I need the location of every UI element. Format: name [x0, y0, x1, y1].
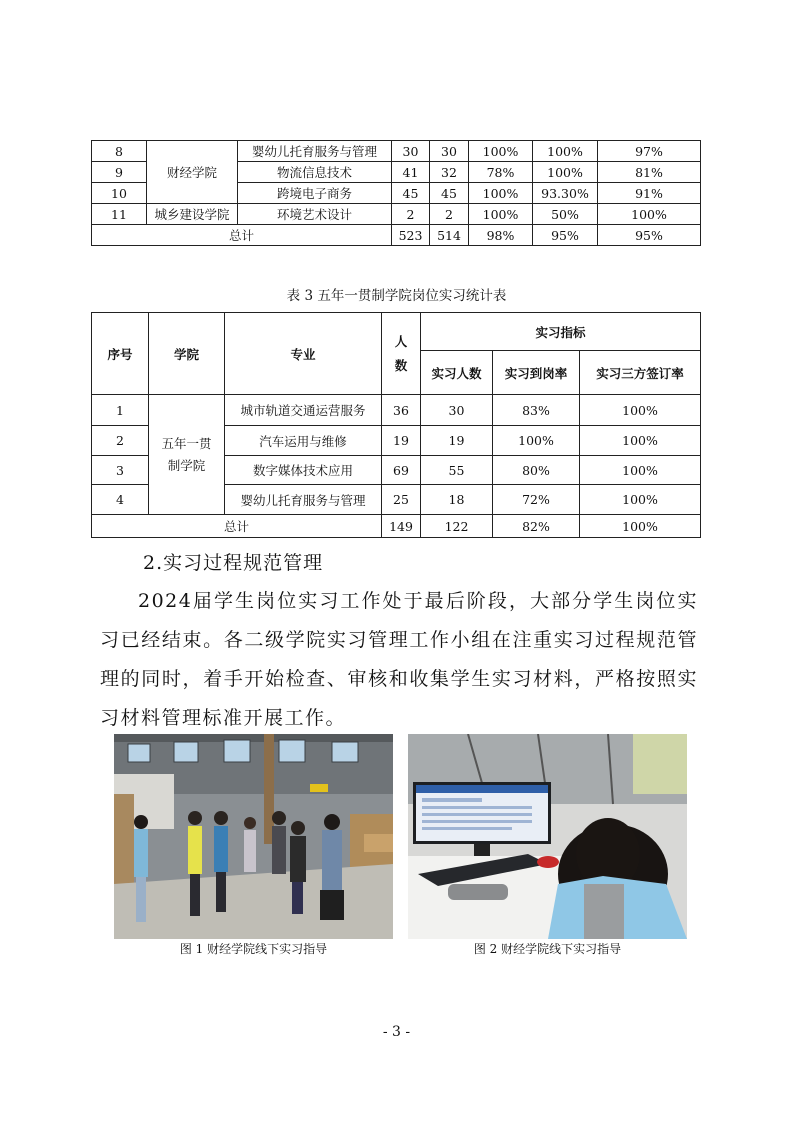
- cell-arrive: 82%: [493, 515, 580, 538]
- cell-major: 城市轨道交通运营服务: [225, 395, 382, 426]
- figure-2-caption: 图 2 财经学院线下实习指导: [473, 942, 622, 956]
- cell-no: 10: [92, 183, 147, 204]
- body-paragraph: 2024届学生岗位实习工作处于最后阶段，大部分学生岗位实习已经结束。各二级学院实习管理工作小组在注重实习过程规范管理的同时，着手开始检查、审核和收集学生实习材料，严格按照实习材料管理标准开展工作。: [100, 590, 698, 729]
- cell-no: 3: [92, 456, 149, 485]
- cell-major: 婴幼儿托育服务与管理: [225, 485, 382, 515]
- cell-no: 11: [92, 204, 147, 225]
- cell-num: 18: [421, 485, 493, 515]
- cell-major: 汽车运用与维修: [225, 426, 382, 456]
- cell-num: 122: [421, 515, 493, 538]
- table-row: [92, 204, 701, 225]
- table-row: [92, 141, 701, 162]
- header-group: 实习指标: [421, 313, 701, 351]
- header-college: 学院: [149, 313, 225, 395]
- cell-college: 财经学院: [147, 141, 238, 204]
- cell-arrive: 72%: [493, 485, 580, 515]
- cell-people: 36: [382, 395, 421, 426]
- cell-major: 环境艺术设计: [238, 204, 392, 225]
- cell-arrive: 80%: [493, 456, 580, 485]
- header-no: 序号: [92, 313, 149, 395]
- cell-college: 城乡建设学院: [147, 204, 238, 225]
- cell-people: 523: [392, 225, 430, 246]
- cell-people: 30: [392, 141, 430, 162]
- cell-sign: 95%: [533, 225, 598, 246]
- cell-arrive: 100%: [469, 204, 533, 225]
- cell-sign: 100%: [580, 456, 701, 485]
- cell-arrive: 83%: [493, 395, 580, 426]
- cell-last: 100%: [598, 204, 701, 225]
- cell-no: 8: [92, 141, 147, 162]
- cell-num: 30: [430, 141, 469, 162]
- cell-sign: 100%: [533, 141, 598, 162]
- five-year-table: [91, 312, 701, 538]
- cell-sign: 93.30%: [533, 183, 598, 204]
- cell-people: 19: [382, 426, 421, 456]
- cell-no: 4: [92, 485, 149, 515]
- photo-computer: [408, 734, 687, 939]
- cell-last: 81%: [598, 162, 701, 183]
- cell-sign: 100%: [533, 162, 598, 183]
- cell-college: 五年一贯制学院: [149, 395, 225, 515]
- cell-sign: 100%: [580, 485, 701, 515]
- header-sign: 实习三方签订率: [580, 351, 701, 395]
- cell-num: 32: [430, 162, 469, 183]
- table-total-row: [92, 225, 701, 246]
- cell-major: 物流信息技术: [238, 162, 392, 183]
- cell-last: 95%: [598, 225, 701, 246]
- cell-people: 41: [392, 162, 430, 183]
- table-header-row: [92, 313, 701, 351]
- cell-sign: 100%: [580, 426, 701, 456]
- cell-num: 514: [430, 225, 469, 246]
- page-number: - 3 -: [382, 1024, 411, 1040]
- cell-arrive: 100%: [493, 426, 580, 456]
- cell-no: 2: [92, 426, 149, 456]
- figure-1-caption: 图 1 财经学院线下实习指导: [179, 942, 328, 956]
- cell-last: 97%: [598, 141, 701, 162]
- cell-sign: 100%: [580, 515, 701, 538]
- table3-caption: 表 3 五年一贯制学院岗位实习统计表: [286, 288, 507, 304]
- header-num: 实习人数: [421, 351, 493, 395]
- cell-major: 数字媒体技术应用: [225, 456, 382, 485]
- photo-warehouse: [114, 734, 393, 939]
- cell-no: 1: [92, 395, 149, 426]
- cell-people: 25: [382, 485, 421, 515]
- cell-total-label: 总计: [92, 515, 382, 538]
- table-row: [92, 395, 701, 426]
- cell-people: 149: [382, 515, 421, 538]
- cell-major: 婴幼儿托育服务与管理: [238, 141, 392, 162]
- cell-num: 30: [421, 395, 493, 426]
- cell-sign: 50%: [533, 204, 598, 225]
- table-total-row: [92, 515, 701, 538]
- cell-arrive: 98%: [469, 225, 533, 246]
- cell-arrive: 100%: [469, 141, 533, 162]
- cell-num: 55: [421, 456, 493, 485]
- finance-table: [91, 140, 701, 246]
- cell-no: 9: [92, 162, 147, 183]
- cell-num: 19: [421, 426, 493, 456]
- header-major: 专业: [225, 313, 382, 395]
- cell-people: 2: [392, 204, 430, 225]
- cell-last: 91%: [598, 183, 701, 204]
- cell-sign: 100%: [580, 395, 701, 426]
- cell-total-label: 总计: [92, 225, 392, 246]
- header-people: 人数: [382, 313, 421, 395]
- cell-arrive: 78%: [469, 162, 533, 183]
- section-title: 2.实习过程规范管理: [143, 552, 324, 574]
- cell-major: 跨境电子商务: [238, 183, 392, 204]
- cell-arrive: 100%: [469, 183, 533, 204]
- cell-num: 2: [430, 204, 469, 225]
- header-arrive: 实习到岗率: [493, 351, 580, 395]
- cell-people: 45: [392, 183, 430, 204]
- cell-people: 69: [382, 456, 421, 485]
- cell-num: 45: [430, 183, 469, 204]
